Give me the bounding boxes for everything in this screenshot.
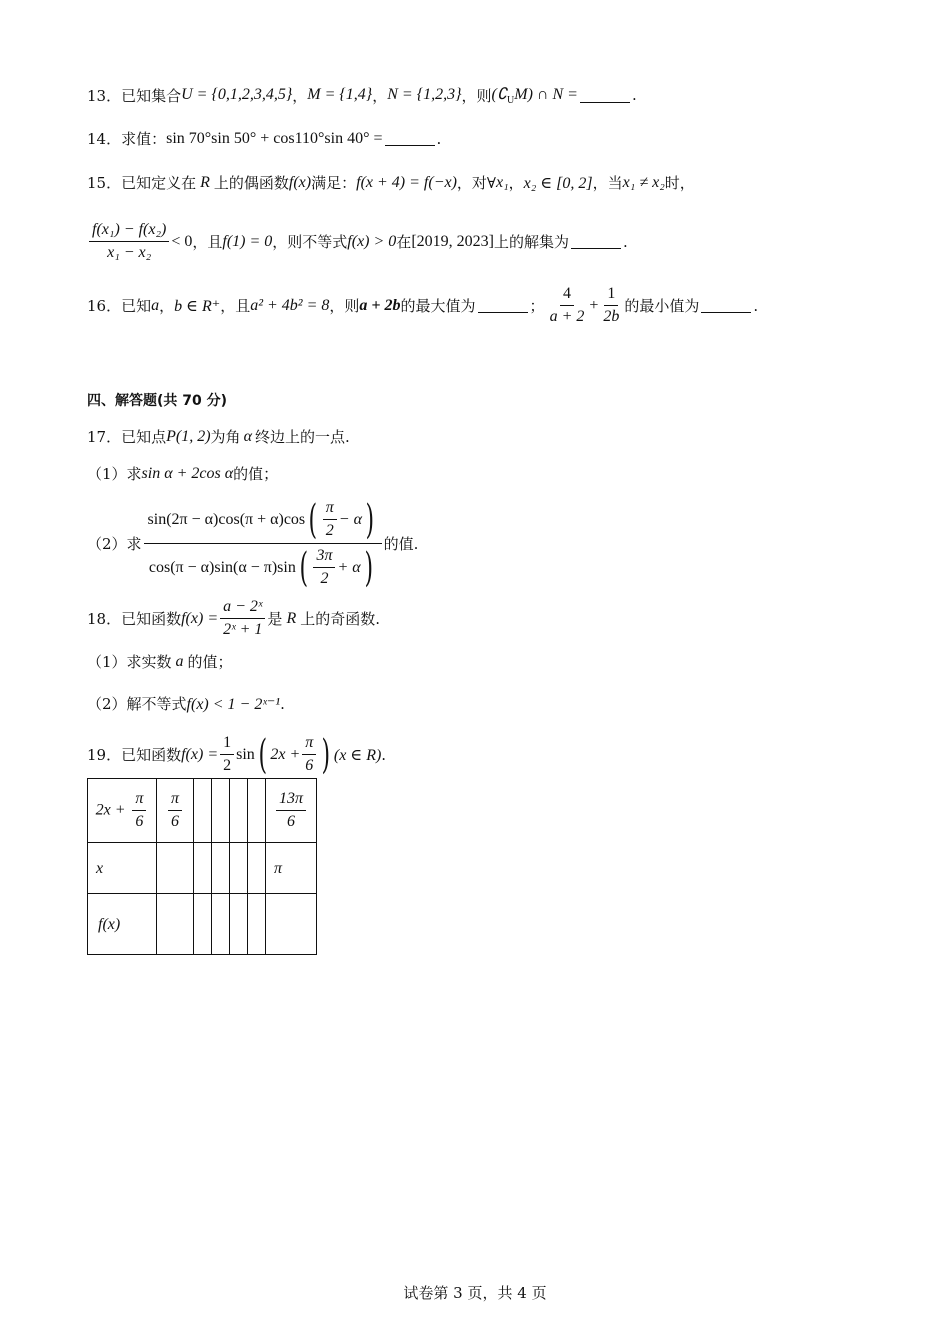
question-15: 15． 已知定义在 R 上的偶函数 f(x) 满足： f(x + 4) = f(−x) ，对∀ x₁ ， x₂ ∈ [0, 2] ，当 x₁ ≠ x₂ 时，: [87, 173, 695, 192]
table-cell[interactable]: [157, 843, 194, 894]
question-17-part-1: （1）求 sin α + 2cos α 的值；: [87, 464, 279, 483]
question-16: 16． 已知 a ， b ∈ R⁺ ，且 a² + 4b² = 8 ，则 a + 2b 的最大值为 ； $\frac{4}{a + 2}$ + $\frac{1}{2b}$ 的最小值为 .: [87, 285, 759, 325]
question-18-part-2: （2）解不等式 f(x) < 1 − 2ˣ⁻¹ .: [87, 694, 285, 713]
q15-number: 15．: [87, 174, 122, 192]
q17-big-fraction: sin(2π − α)cos(π + α)cos ( $\frac{\pi}{2}$ − α ) cos(π − α)sin(α − π)sin ( $\frac{3\pi}{2}$ + α ): [144, 498, 382, 589]
q16-answer-blank-2[interactable]: [701, 298, 751, 313]
q14-text: 求值：: [121, 130, 167, 148]
table-row: [88, 843, 317, 894]
question-17-part-2: （2）求 sin(2π − α)cos(π + α)cos ( $\frac{\pi}{2}$ − α ) cos(π − α)sin(α − π)sin ( $\frac{3\pi}{2}$ + α ) 的值.: [87, 496, 419, 591]
q16-fraction-2: $\frac{1}{2b}$: [603, 285, 620, 325]
question-18: 18． 已知函数 f(x) = $\frac{\text{a − 2ˣ}}{\text{2ˣ + 1}}$ 是 R 上的奇函数.: [87, 598, 380, 638]
question-19: 19． 已知函数 f(x) = $\frac{1}{2}$ sin ( 2x + $\frac{\pi}{6}$ ) (x ∈ R) .: [87, 731, 387, 778]
q15-fraction: $\frac{\text{f(x₁) − f(x₂)}}{\text{x₁ − x₂}}$: [89, 220, 169, 263]
q16-number: 16．: [87, 297, 122, 315]
table-cell: $\frac{\pi}{6}$: [157, 779, 194, 843]
table-cell[interactable]: [212, 843, 230, 894]
q13-answer-blank[interactable]: [580, 88, 630, 103]
q13-expr: $(∁_UM)$ ∩ N =: [491, 86, 578, 107]
table-header-fx: f(x): [88, 894, 157, 955]
q15-condition: f(x + 4) = f(−x): [356, 173, 457, 191]
q19-value-table: [87, 778, 317, 955]
q13-number: 13．: [87, 86, 122, 105]
table-cell[interactable]: [212, 779, 230, 843]
page-footer: 试卷第 3 页，共 4 页: [403, 1284, 547, 1302]
table-cell[interactable]: [248, 843, 266, 894]
q13-text: 已知集合: [121, 86, 182, 105]
table-cell[interactable]: [194, 779, 212, 843]
q19-number: 19．: [87, 746, 122, 764]
section-title: 四、解答题(共 70 分): [87, 393, 228, 409]
q13-then: 则: [476, 86, 492, 105]
q16-fraction-1: $\frac{4}{a + 2}$: [549, 285, 585, 325]
q14-expr: sin 70°sin 50° + cos110°sin 40° =: [166, 129, 383, 147]
table-cell[interactable]: [194, 894, 212, 955]
table-cell[interactable]: [230, 894, 248, 955]
table-cell[interactable]: [194, 843, 212, 894]
table-cell[interactable]: [248, 779, 266, 843]
table-cell[interactable]: [157, 894, 194, 955]
question-17: 17． 已知点 P(1, 2) 为角 α 终边上的一点.: [87, 427, 350, 446]
table-cell[interactable]: [230, 843, 248, 894]
q15-answer-blank[interactable]: [571, 234, 621, 249]
table-header-x: x: [88, 843, 157, 894]
table-header-angle: 2x + $\frac{\pi}{6}$: [88, 779, 157, 843]
question-14: 14． 求值： sin 70°sin 50° + cos110°sin 40° = .: [87, 129, 442, 148]
table-cell: π: [266, 843, 317, 894]
q16-answer-blank-1[interactable]: [478, 298, 528, 313]
table-cell[interactable]: [212, 894, 230, 955]
question-15-line-2: $\frac{\text{f(x₁) − f(x₂)}}{\text{x₁ − x₂}}$ < 0 ，且 f(1) = 0 ，则不等式 f(x) > 0 在 [2019, 2023] 上的解集为 .: [87, 220, 628, 263]
table-row: [88, 894, 317, 955]
q13-m-set: M = {1,4}: [307, 86, 373, 104]
q13-n-set: N = {1,2,3}: [387, 86, 462, 104]
table-cell[interactable]: [266, 894, 317, 955]
q14-number: 14．: [87, 130, 122, 148]
table-cell[interactable]: [248, 894, 266, 955]
q13-u-set: U = {0,1,2,3,4,5}: [181, 86, 293, 104]
question-18-part-1: （1）求实数 a 的值；: [87, 652, 233, 671]
table-cell[interactable]: [230, 779, 248, 843]
table-row: [88, 779, 317, 843]
q18-fraction: $\frac{\text{a − 2ˣ}}{\text{2ˣ + 1}}$: [220, 597, 265, 640]
q17-number: 17．: [87, 428, 122, 446]
q18-number: 18．: [87, 610, 122, 628]
q14-answer-blank[interactable]: [385, 131, 435, 146]
table-cell: $\frac{13\pi}{6}$: [266, 779, 317, 843]
question-13: 13． 已知集合 U = {0,1,2,3,4,5} ， M = {1,4} ， N = {1,2,3} ， 则 $(∁_UM)$ ∩ N = .: [87, 86, 637, 107]
